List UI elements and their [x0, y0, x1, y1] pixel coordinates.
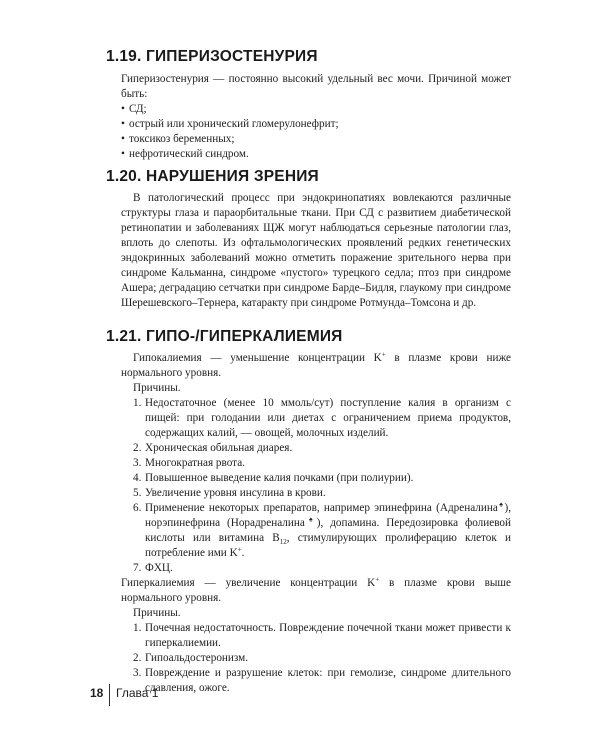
registered-drug-mark: ♠: [304, 515, 317, 524]
list-item: • нефротический синдром.: [121, 147, 511, 162]
section-heading-1-21: 1.21. ГИПО-/ГИПЕРКАЛИЕМИЯ: [106, 328, 343, 345]
section-heading-1-19: 1.19. ГИПЕРИЗОСТЕНУРИЯ: [106, 48, 318, 65]
list-item: 6. Применение некоторых препаратов, например эпинефрина (Адреналина♠), норэпинефрина (Норадреналина♠), допамина. Передозировка фолиевой кислоты или витамина $B_{12}$, стимулирующих пролиферацию клеток и потребление ими K+.: [133, 500, 511, 559]
section-heading-1-20: 1.20. НАРУШЕНИЯ ЗРЕНИЯ: [106, 168, 319, 185]
list-item: 7. ФХЦ.: [133, 562, 173, 574]
section-body-1-19: [121, 72, 511, 162]
causes-label: Причины.: [133, 382, 181, 394]
section-body-1-21: [121, 351, 511, 696]
page-number: 18: [90, 686, 104, 700]
footer-divider: [109, 684, 110, 706]
paragraph: Гиперизостенурия — постоянно высокий удельный вес мочи. Причиной может быть:: [121, 73, 511, 100]
list-item: 1. Недостаточное (менее 10 ммоль/сут) поступление калия в организм с пищей: при голодании или диетах с ограничением приема продуктов, содержащих калий, — овощей, молочных изделий.: [133, 397, 511, 439]
paragraph-hypokalemia: Гипокалиемия — уменьшение концентрации K+ в плазме крови ниже нормального уровня.: [121, 350, 511, 379]
causes-list-hyperkalemia: [121, 621, 511, 696]
list-item: 3. Повреждение и разрушение клеток: при гемолизе, синдроме длительного сдавления, ожоге.: [133, 667, 511, 694]
list-item: 2. Хроническая обильная диарея.: [133, 442, 293, 454]
list-item: 1. Почечная недостаточность. Повреждение почечной ткани может привести к гиперкалиемии.: [133, 622, 511, 649]
list-item: 4. Повышенное выведение калия почками (при полиурии).: [133, 472, 414, 484]
list-item: 2. Гипоальдостеронизм.: [133, 652, 249, 664]
registered-drug-mark: ♠: [497, 500, 505, 509]
paragraph-hyperkalemia: Гиперкалиемия — увеличение концентрации K+ в плазме крови выше нормального уровня.: [121, 575, 511, 604]
causes-label: Причины.: [133, 607, 181, 619]
paragraph: В патологический процесс при эндокринопатиях вовлекаются различные структуры глаза и параорбитальные ткани. При СД с развитием диабетической ретинопатии и заболеваниях ЩЖ могут наблюдаться серьезные патологии глаз, вплоть до слепоты. Из офтальмологических проявлений редких генетических эндокринных заболеваний можно отметить поражение зрительного нерва при синдроме Кальманна, синдроме «пустого» турецкого седла; птоз при синдроме Ашера; деградацию сетчатки при синдроме Барде–Бидля, глаукому при синдроме Шерешевского–Тернера, катаракту при синдроме Ротмунда–Томсона и др.: [121, 192, 511, 309]
list-item: 3. Многократная рвота.: [133, 457, 245, 469]
list-item: • острый или хронический гломерулонефрит;: [121, 117, 511, 132]
chapter-label: Глава 1: [116, 686, 159, 700]
list-item: 5. Увеличение уровня инсулина в крови.: [133, 487, 326, 499]
causes-list-hypokalemia: [121, 396, 511, 576]
list-item: • СД;: [121, 102, 511, 117]
bullet-list: [121, 102, 511, 162]
list-item: • токсикоз беременных;: [121, 132, 511, 147]
section-body-1-20: [121, 191, 511, 311]
